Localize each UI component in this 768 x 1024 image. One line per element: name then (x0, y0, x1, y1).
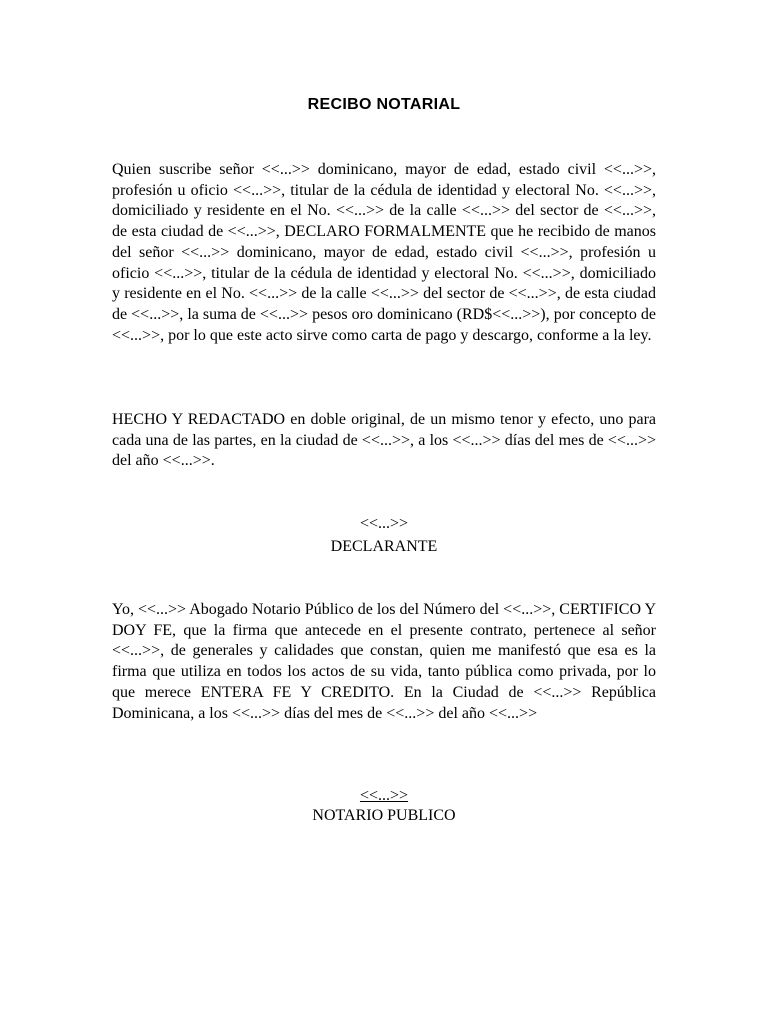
notary-certification-paragraph: Yo, <<...>> Abogado Notario Público de los del Número del <<...>>, CERTIFICO Y DOY FE, que la firma que antecede en el presente contrato, pertenece al señor <<...>>, de generales y calidades que constan, quien me manifestó que esa es la firma que utiliza en todos los actos de su vida, tanto pública como privada, por lo que merece ENTERA FE Y CREDITO. En la Ciudad de <<...>> República Dominicana, a los <<...>> días del mes de <<...>> del año <<...>> (112, 601, 656, 722)
document-title: RECIBO NOTARIAL (307, 96, 461, 113)
declarant-label: DECLARANTE (330, 538, 438, 555)
notary-label: NOTARIO PUBLICO (312, 807, 456, 824)
receipt-declaration-paragraph: Quien suscribe señor <<...>> dominicano, mayor de edad, estado civil <<...>>, profesión u oficio <<...>>, titular de la cédula de identidad y electoral No. <<...>>, domiciliado y residente en el No. <<...>> de la calle <<...>> del sector de <<...>>, de esta ciudad de <<...>>, DECLARO FORMALMENTE que he recibido de manos del señor <<...>> dominicano, mayor de edad, estado civil <<...>>, profesión u oficio <<...>>, titular de la cédula de identidad y electoral No. <<...>>, domiciliado y residente en el No. <<...>> de la calle <<...>> del sector de <<...>>, de esta ciudad de <<...>>, la suma de <<...>> pesos oro dominicano (RD$<<...>>), por concepto de <<...>>, por lo que este acto sirve como carta de pago y descargo, conforme a la ley. (112, 161, 656, 344)
drafting-paragraph: HECHO Y REDACTADO en doble original, de un mismo tenor y efecto, uno para cada una de las partes, en la ciudad de <<...>>, a los <<...>> días del mes de <<...>> del año <<...>>. (112, 411, 656, 470)
declarant-signature-placeholder: <<...>> (359, 515, 409, 532)
notary-signature-placeholder: <<...>> (359, 787, 409, 804)
